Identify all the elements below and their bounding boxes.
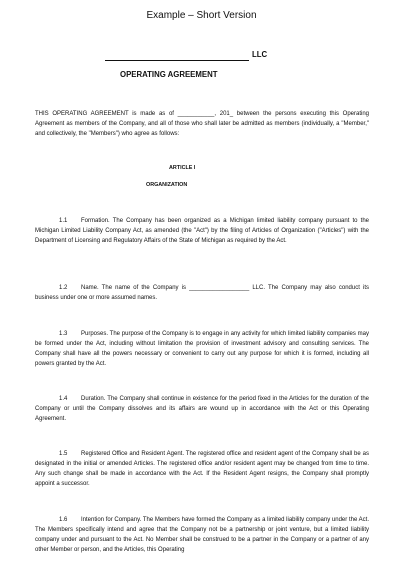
section-number: 1.6	[59, 517, 68, 523]
article-number: ARTICLE I	[169, 165, 196, 171]
section-1-5	[35, 449, 369, 489]
section-text: Formation. The Company has been organized as a Michigan limited liability company pursuant to the Michigan Limited Liability Company Act, as amended (the "Act") by the filing of Articles of Organization ("Articles") with the Department of Licensing and Regulatory Affairs of the State of Michigan as required by the Act.	[35, 218, 369, 244]
section-number: 1.5	[59, 451, 68, 457]
section-1-2	[35, 283, 369, 303]
document-header-title: Example – Short Version	[146, 10, 257, 21]
document-title: OPERATING AGREEMENT	[120, 70, 218, 79]
section-text: Intention for Company. The Members have formed the Company as a limited liability company under the Act. The Members specifically intend and agree that the Company not be a partnership or joint venture, but a limited liability company under and pursuant to the Act. No Member shall be construed to be a partner in the Company or a partner of any other Member or person, and the Articles, this Operating	[35, 517, 369, 553]
article-name: ORGANIZATION	[146, 182, 188, 188]
section-number: 1.2	[59, 285, 68, 291]
section-1-4	[35, 394, 369, 424]
section-text: Duration. The Company shall continue in existence for the period fixed in the Articles for the duration of the Company or until the Company dissolves and its affairs are wound up in accordance with the Act or this Operating Agreement.	[35, 396, 369, 422]
intro-paragraph	[35, 109, 369, 139]
company-name-blank-line	[105, 51, 249, 61]
intro-text: THIS OPERATING AGREEMENT is made as of ___________, 201_ between the persons executing this Operating Agreement as members of the Company, and all of those who shall later be admitted as members (individually, a "Member," and collectively, the "Members") who agree as follows:	[35, 111, 369, 137]
section-text: Registered Office and Resident Agent. The registered office and resident agent of the Company shall be as designated in the initial or amended Articles. The registered office and/or resident agent may be changed from time to time. Any such change shall be made in accordance with the Act. If the Resident Agent resigns, the Company shall promptly appoint a successor.	[35, 451, 369, 487]
section-number: 1.4	[59, 396, 68, 402]
section-1-1	[35, 216, 369, 246]
llc-suffix: LLC	[252, 50, 268, 59]
section-text: Purposes. The purpose of the Company is to engage in any activity for which limited liability companies may be formed under the Act, including without limitation the provision of investment advisory and consulting services. The Company shall have all the powers necessary or convenient to carry out any purpose for which it is formed, including all powers granted by the Act.	[35, 331, 369, 367]
section-number: 1.1	[59, 218, 68, 224]
section-text: Name. The name of the Company is __________________ LLC. The Company may also conduct its business under one or more assumed names.	[35, 285, 369, 301]
section-1-3	[35, 329, 369, 369]
section-1-6	[35, 515, 369, 555]
section-number: 1.3	[59, 331, 68, 337]
